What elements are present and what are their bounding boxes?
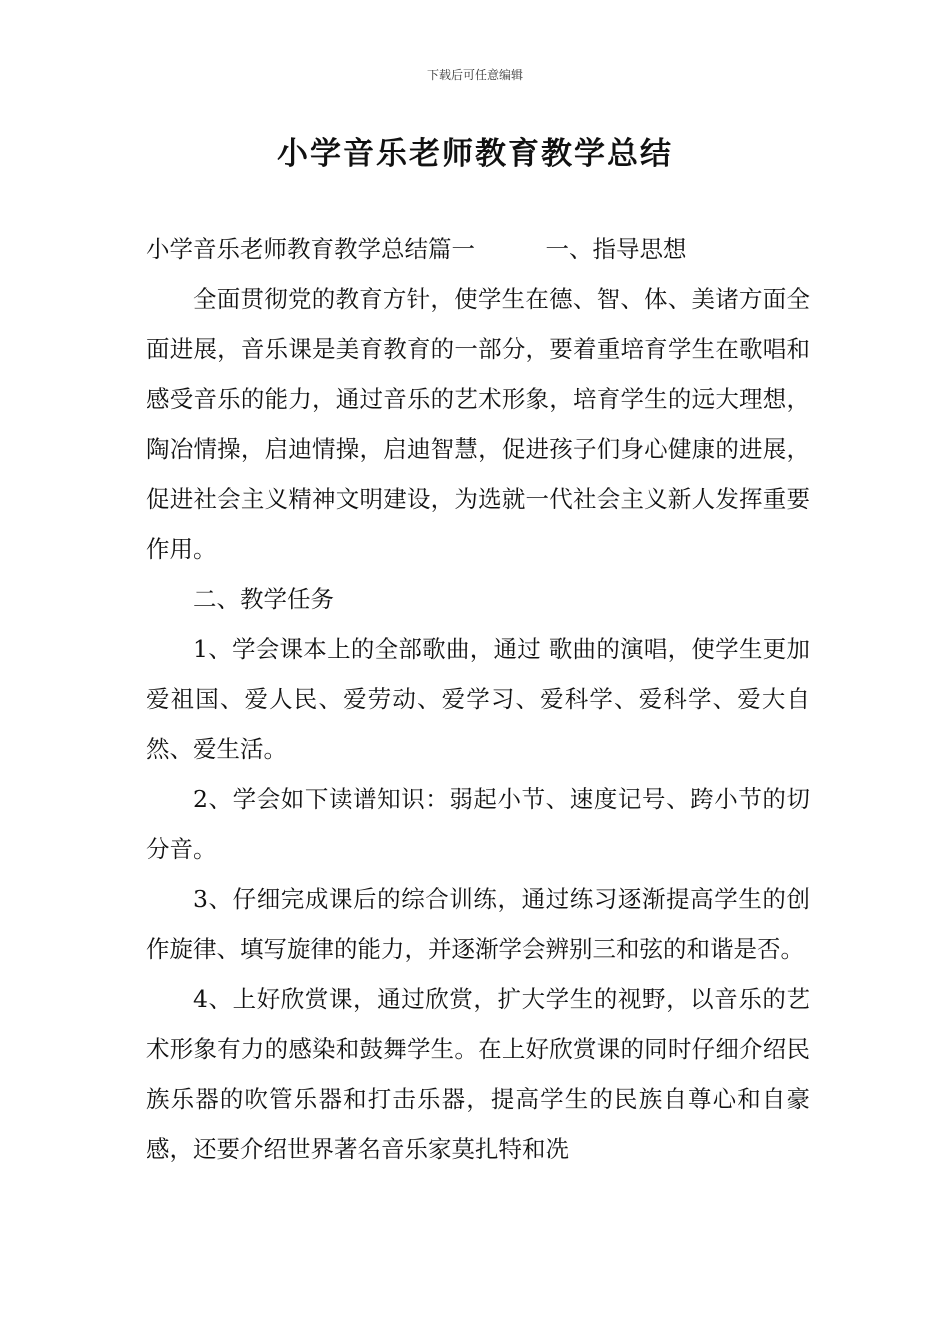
document-body xyxy=(146,224,810,1174)
paragraph-task-2: 2、学会如下读谱知识：弱起小节、速度记号、跨小节的切分音。 xyxy=(146,785,810,863)
paragraph-guiding-thought: 全面贯彻党的教育方针，使学生在德、智、体、美诸方面全面进展，音乐课是美育教育的一部分，要着重培育学生在歌唱和感受音乐的能力，通过音乐的艺术形象，培育学生的远大理想，陶冶情操，启迪情操，启迪智慧，促进孩子们身心健康的进展，促进社会主义精神文明建设，为选就一代社会主义新人发挥重要作用。 xyxy=(146,285,810,563)
intro-line: 小学音乐老师教育教学总结篇一 一、指导思想 xyxy=(146,235,687,263)
document-title: 小学音乐老师教育教学总结 xyxy=(277,136,673,172)
section-heading-teaching-tasks: 二、教学任务 xyxy=(193,585,334,613)
paragraph-task-4: 4、上好欣赏课，通过欣赏，扩大学生的视野，以音乐的艺术形象有力的感染和鼓舞学生。在上好欣赏课的同时仔细介绍民族乐器的吹管乐器和打击乐器，提高学生的民族自尊心和自豪感，还要介绍世界著名音乐家莫扎特和冼 xyxy=(146,985,810,1163)
header-note: 下载后可任意编辑 xyxy=(426,68,523,82)
paragraph-task-3: 3、仔细完成课后的综合训练，通过练习逐渐提高学生的创作旋律、填写旋律的能力，并逐渐学会辨别三和弦的和谐是否。 xyxy=(146,885,810,963)
paragraph-task-1: 1、学会课本上的全部歌曲，通过 歌曲的演唱，使学生更加爱祖国、爱人民、爱劳动、爱学习、爱科学、爱科学、爱大自然、爱生活。 xyxy=(146,635,810,763)
